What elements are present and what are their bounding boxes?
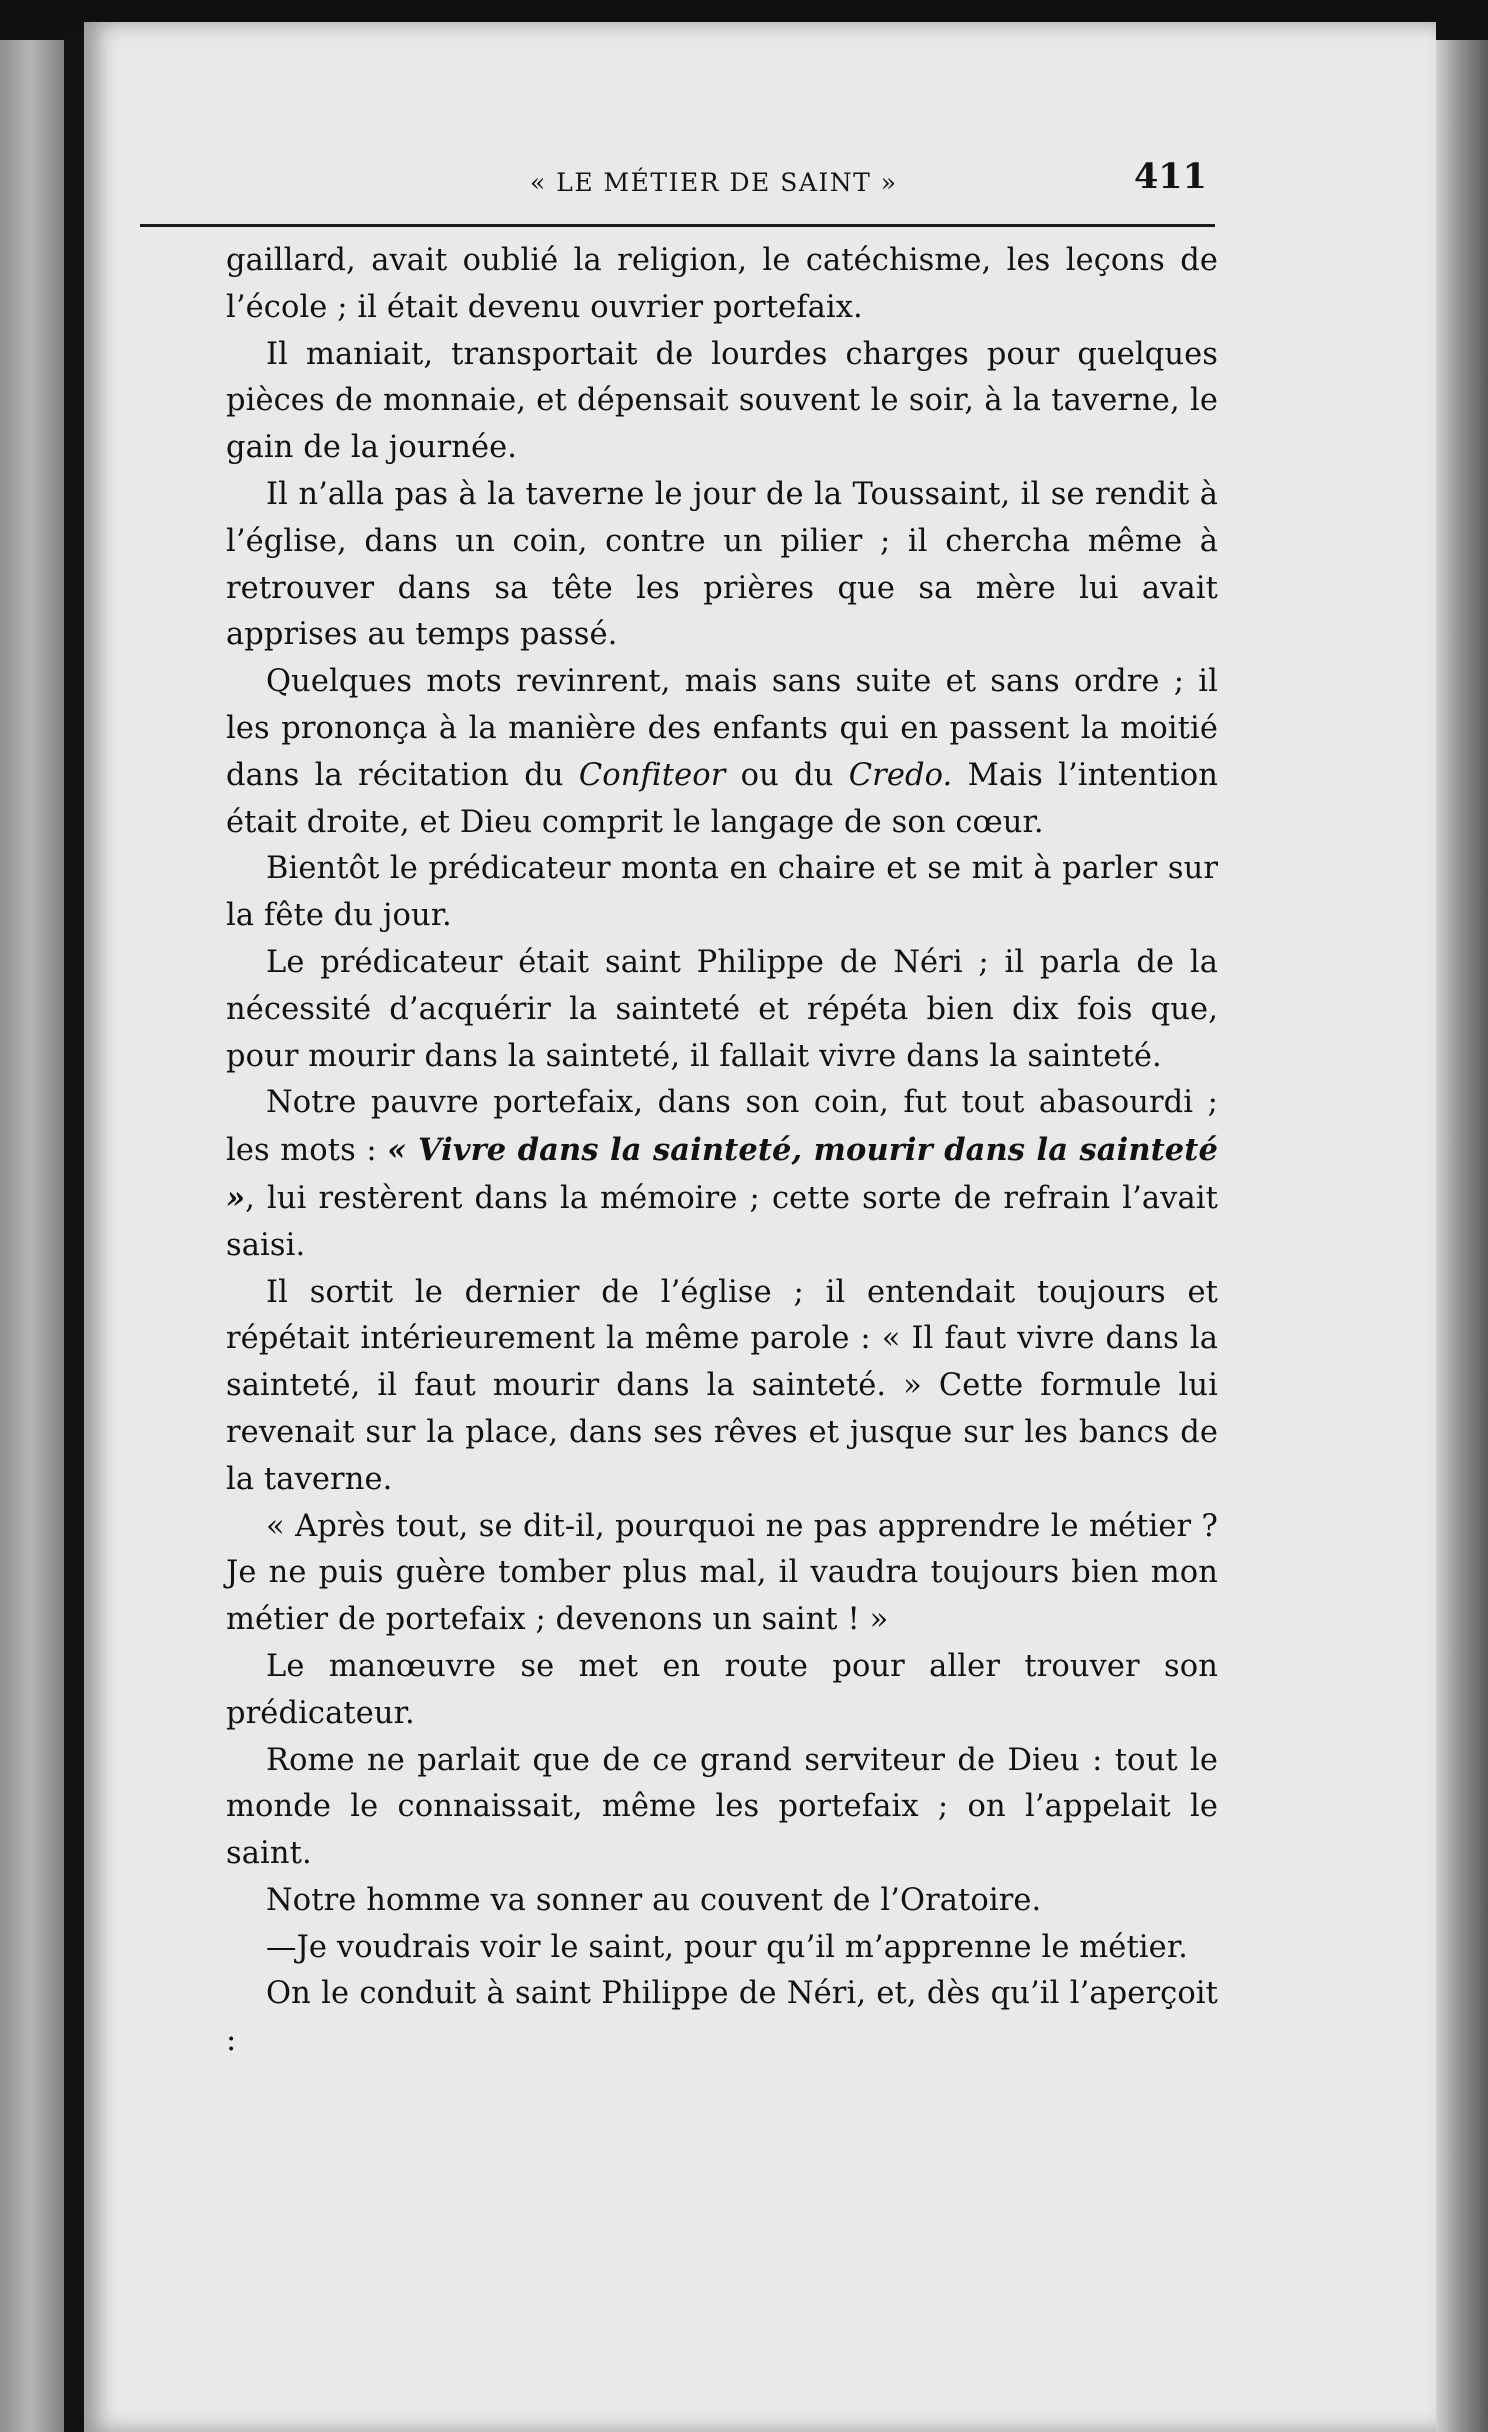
credo-title: Credo. xyxy=(848,757,953,793)
paragraph-2: Il maniait, transportait de lourdes charges pour quelques pièces de monnaie, et dépensait souvent le soir, à la taverne, le gain de la journée. xyxy=(226,336,1218,466)
paragraph-1: gaillard, avait oublié la religion, le catéchisme, les leçons de l’école ; il était devenu ouvrier portefaix. xyxy=(226,243,1218,325)
refrain-quote: « Vivre dans la sainteté, mourir dans la sainteté » xyxy=(226,1132,1218,1216)
body-text xyxy=(226,238,1218,2065)
confiteor-title: Confiteor xyxy=(578,757,726,793)
paragraph-7-text-b: , lui restèrent dans la mémoire ; cette sorte de refrain l’avait saisi. xyxy=(226,1180,1218,1263)
paragraph-7 xyxy=(226,1080,1218,1269)
paragraph-4-text-b: ou du xyxy=(725,757,849,793)
book-gutter xyxy=(64,30,86,2432)
paragraph-13: —Je voudrais voir le saint, pour qu’il m’apprenne le métier. xyxy=(266,1929,1188,1965)
paragraph-4 xyxy=(226,659,1218,846)
paragraph-3: Il n’alla pas à la taverne le jour de la Toussaint, il se rendit à l’église, dans un coin, contre un pilier ; il chercha même à retrouver dans sa tête les prières que sa mère lui avait apprises au temps passé. xyxy=(226,476,1218,653)
paragraph-6: Le prédicateur était saint Philippe de Néri ; il parla de la nécessité d’acquérir la sainteté et répéta bien dix fois que, pour mourir dans la sainteté, il fallait vivre dans la sainteté. xyxy=(226,944,1218,1074)
page-header xyxy=(140,146,1215,227)
paragraph-14: On le conduit à saint Philippe de Néri, et, dès qu’il l’aperçoit : xyxy=(226,1976,1218,2059)
paragraph-9: « Après tout, se dit-il, pourquoi ne pas apprendre le métier ? Je ne puis guère tomber plus mal, il vaudra toujours bien mon métier de portefaix ; devenons un saint ! » xyxy=(226,1508,1218,1638)
paragraph-8: Il sortit le dernier de l’église ; il entendait toujours et répétait intérieurement la même parole : « Il faut vivre dans la sainteté, il faut mourir dans la sainteté. » Cette formule lui revenait sur la place, dans ses rêves et jusque sur les bancs de la taverne. xyxy=(226,1274,1218,1497)
page-number: 411 xyxy=(1133,156,1207,197)
page-stack-edge xyxy=(1436,40,1488,2432)
running-title: « LE MÉTIER DE SAINT » xyxy=(530,168,898,197)
paragraph-4-text-a: Quelques mots revinrent, mais sans suite et sans ordre ; il les prononça à la manière des enfants qui en passent la moitié dans la récitation du xyxy=(226,664,1218,793)
paragraph-7-text-a: Notre pauvre portefaix, dans son coin, fut tout abasourdi ; les mots : xyxy=(226,1085,1218,1169)
paragraph-11: Rome ne parlait que de ce grand serviteur de Dieu : tout le monde le connaissait, même les portefaix ; on l’appelait le saint. xyxy=(226,1742,1218,1872)
paragraph-10: Le manœuvre se met en route pour aller trouver son prédicateur. xyxy=(226,1648,1218,1731)
paragraph-12: Notre homme va sonner au couvent de l’Oratoire. xyxy=(266,1882,1042,1918)
paragraph-4-text-c: Mais l’intention était droite, et Dieu comprit le langage de son cœur. xyxy=(226,757,1218,840)
paragraph-5: Bientôt le prédicateur monta en chaire et se mit à parler sur la fête du jour. xyxy=(226,851,1218,934)
facing-page-edge xyxy=(0,40,68,2432)
